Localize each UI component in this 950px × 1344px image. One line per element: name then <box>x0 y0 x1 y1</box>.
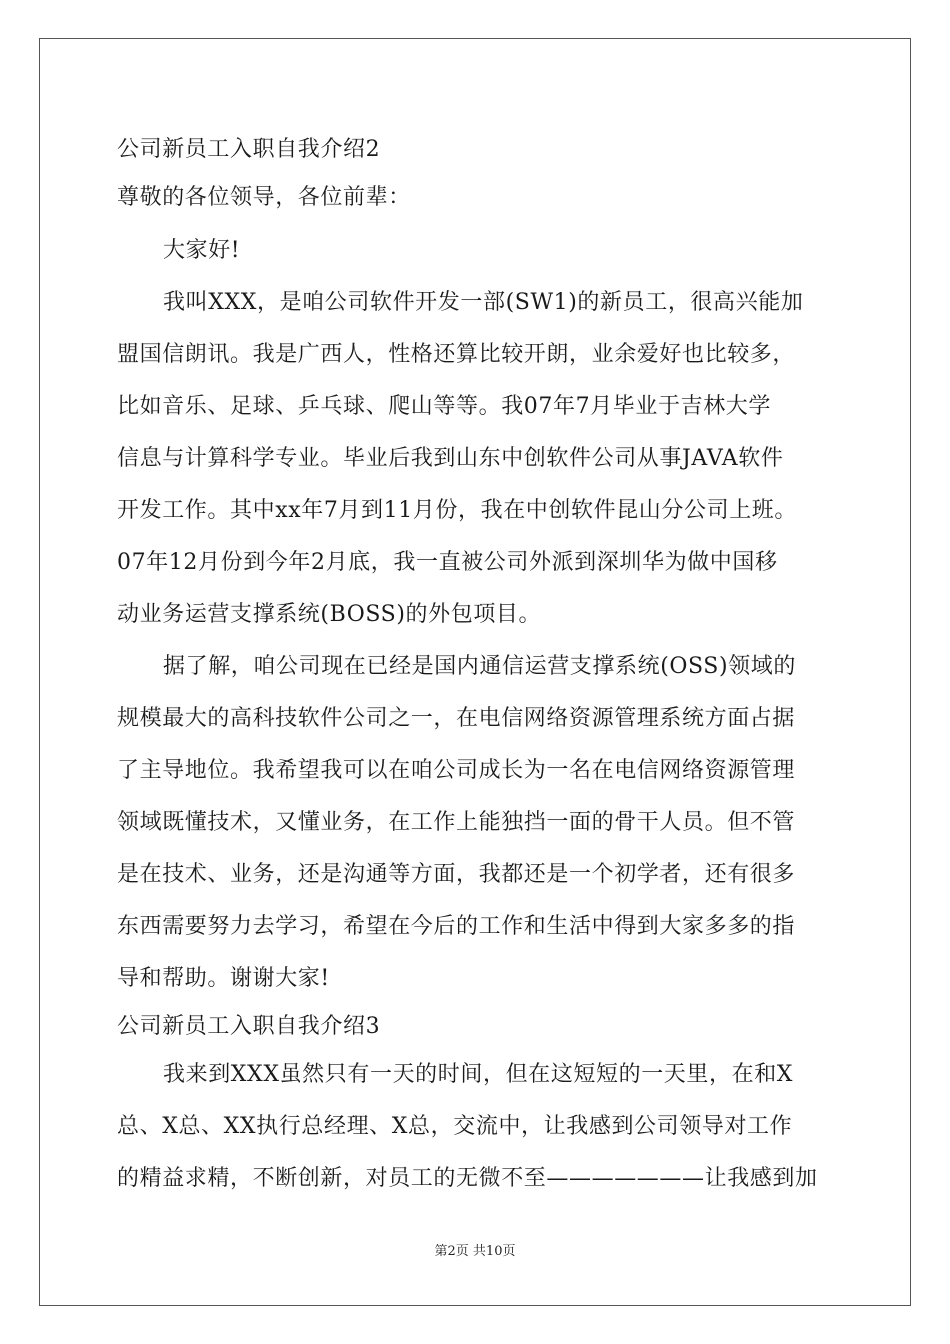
paragraph-line: 我叫XXX，是咱公司软件开发一部(SW1)的新员工，很高兴能加 <box>163 290 804 315</box>
paragraph-line: 东西需要努力去学习，希望在今后的工作和生活中得到大家多多的指 <box>117 914 796 939</box>
section-heading-3: 公司新员工入职自我介绍3 <box>117 1014 381 1039</box>
paragraph-line: 总、X总、XX执行总经理、X总，交流中，让我感到公司领导对工作 <box>117 1114 793 1139</box>
paragraph-line: 导和帮助。谢谢大家! <box>117 966 330 991</box>
paragraph-line: 动业务运营支撑系统(BOSS)的外包项目。 <box>117 602 542 627</box>
paragraph-line: 的精益求精，不断创新，对员工的无微不至———————让我感到加 <box>117 1166 818 1191</box>
paragraph-line: 了主导地位。我希望我可以在咱公司成长为一名在电信网络资源管理 <box>117 758 796 783</box>
paragraph-line: 是在技术、业务，还是沟通等方面，我都还是一个初学者，还有很多 <box>117 862 796 887</box>
paragraph-line: 我来到XXX虽然只有一天的时间，但在这短短的一天里，在和X <box>163 1062 794 1087</box>
salutation: 尊敬的各位领导，各位前辈： <box>117 185 411 210</box>
paragraph-line: 规模最大的高科技软件公司之一，在电信网络资源管理系统方面占据 <box>117 706 796 731</box>
paragraph-line: 比如音乐、足球、乒乓球、爬山等等。我07年7月毕业于吉林大学 <box>117 394 771 419</box>
paragraph-line: 开发工作。其中xx年7月到11月份，我在中创软件昆山分公司上班。 <box>117 498 798 523</box>
paragraph-line: 盟国信朗讯。我是广西人，性格还算比较开朗，业余爱好也比较多， <box>117 342 796 367</box>
page-number-footer: 第2页 共10页 <box>434 1244 516 1259</box>
paragraph-line: 领域既懂技术，又懂业务，在工作上能独挡一面的骨干人员。但不管 <box>117 810 796 835</box>
greeting: 大家好! <box>163 238 241 263</box>
paragraph-line: 据了解，咱公司现在已经是国内通信运营支撑系统(OSS)领域的 <box>163 654 796 679</box>
paragraph-line: 07年12月份到今年2月底，我一直被公司外派到深圳华为做中国移 <box>117 550 778 575</box>
section-heading-2: 公司新员工入职自我介绍2 <box>117 137 381 162</box>
paragraph-line: 信息与计算科学专业。毕业后我到山东中创软件公司从事JAVA软件 <box>117 446 784 471</box>
